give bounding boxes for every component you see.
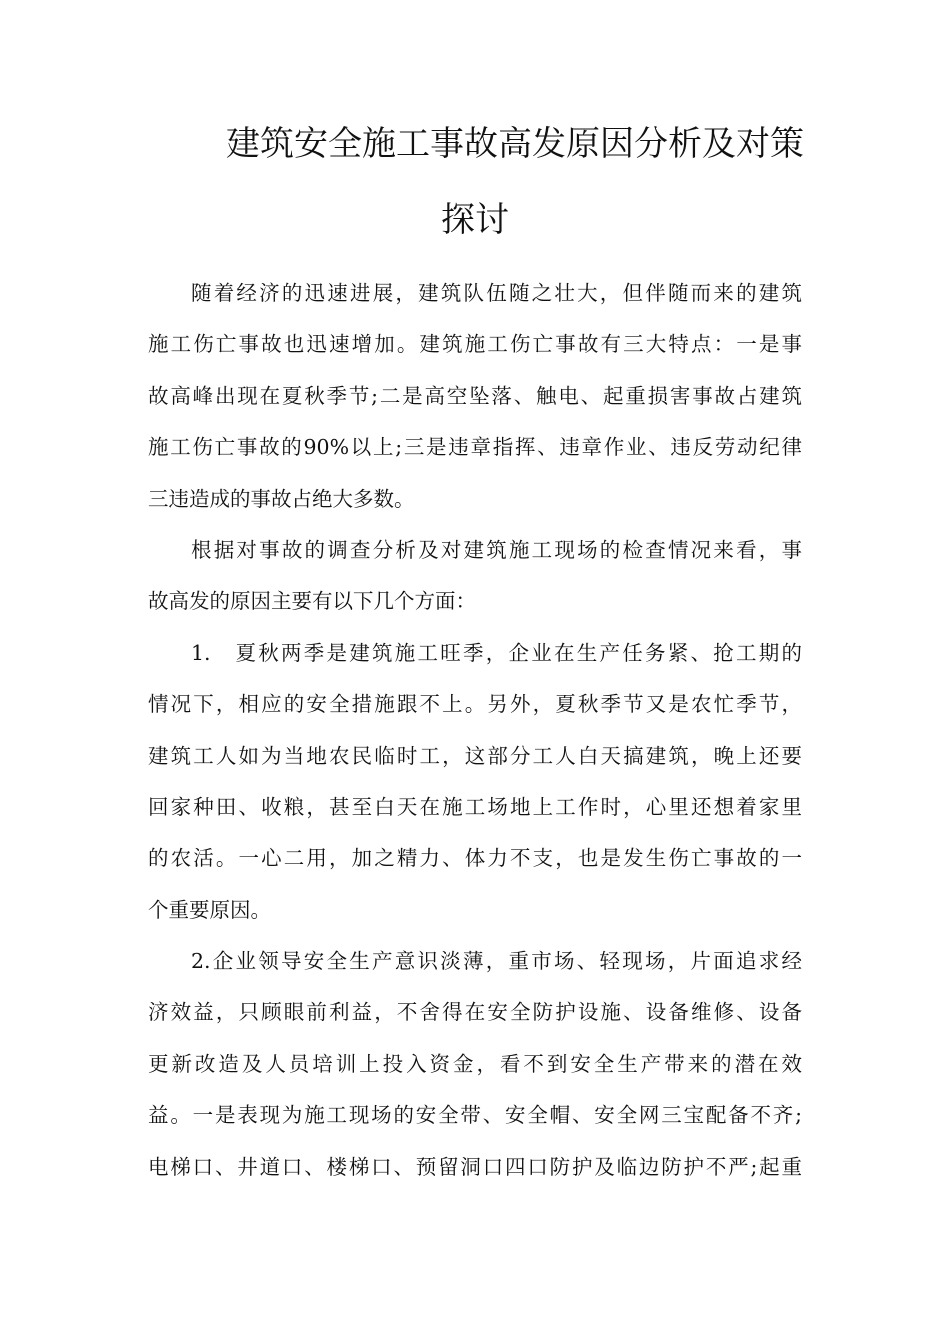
paragraph-line: 更新改造及人员培训上投入资金，看不到安全生产带来的潜在效 <box>148 1051 802 1076</box>
paragraph-line: 故高峰出现在夏秋季节;二是高空坠落、触电、起重损害事故占建筑 <box>148 383 802 408</box>
paragraph-line: 1. 夏秋两季是建筑施工旺季，企业在生产任务紧、抢工期的 <box>191 640 802 665</box>
paragraph-line: 济效益，只顾眼前利益，不舍得在安全防护设施、设备维修、设备 <box>148 1000 802 1025</box>
document-title-line-1: 建筑安全施工事故高发原因分析及对策 <box>226 124 804 164</box>
paragraph-line: 根据对事故的调查分析及对建筑施工现场的检查情况来看，事 <box>191 537 802 562</box>
paragraph-line: 情况下，相应的安全措施跟不上。另外，夏秋季节又是农忙季节， <box>148 692 802 717</box>
paragraph-line: 回家种田、收粮，甚至白天在施工场地上工作时，心里还想着家里 <box>148 794 802 819</box>
document-body <box>148 276 802 1201</box>
paragraph-line: 随着经济的迅速进展，建筑队伍随之壮大，但伴随而来的建筑 <box>191 281 802 305</box>
document-title-line-2: 探讨 <box>441 200 509 240</box>
paragraph-line: 电梯口、井道口、楼梯口、预留洞口四口防护及临边防护不严;起重 <box>148 1154 802 1179</box>
paragraph-line: 的农活。一心二用，加之精力、体力不支，也是发生伤亡事故的一 <box>148 846 802 871</box>
paragraph-line: 三违造成的事故占绝大多数。 <box>148 486 415 511</box>
paragraph-line: 施工伤亡事故也迅速增加。建筑施工伤亡事故有三大特点：一是事 <box>148 332 802 357</box>
paragraph-line: 施工伤亡事故的90%以上;三是违章指挥、违章作业、违反劳动纪律 <box>148 435 802 460</box>
paragraph-line: 个重要原因。 <box>148 897 271 922</box>
paragraph-line: 故高发的原因主要有以下几个方面： <box>148 589 476 614</box>
paragraph-line: 2.企业领导安全生产意识淡薄，重市场、轻现场，片面追求经 <box>191 949 802 974</box>
paragraph-line: 益。一是表现为施工现场的安全带、安全帽、安全网三宝配备不齐; <box>148 1103 802 1128</box>
paragraph-line: 建筑工人如为当地农民临时工，这部分工人白天搞建筑，晚上还要 <box>148 743 802 768</box>
